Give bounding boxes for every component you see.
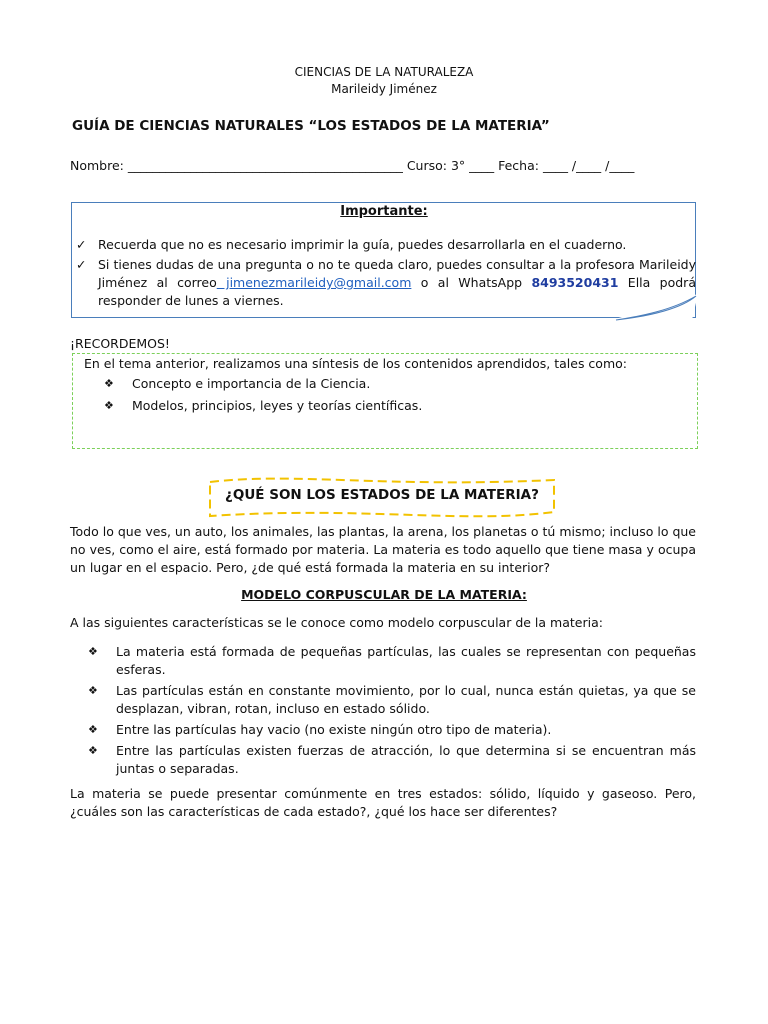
states-paragraph: La materia se puede presentar comúnmente en tres estados: sólido, líquido y gaseoso. Pero, ¿cuáles son las características de cada estado?, ¿qué los hace ser diferentes?: [70, 786, 696, 819]
diamond-bullet-icon: ❖: [104, 377, 114, 390]
diamond-bullet-icon: ❖: [88, 744, 98, 757]
diamond-bullet-icon: ❖: [88, 645, 98, 658]
list-item: ❖ Entre las partículas hay vacio (no existe ningún otro tipo de materia).: [88, 722, 552, 737]
important-item: ✓ Si tienes dudas de una pregunta o no te queda claro, puedes consultar a la profesora Marileidy Jiménez al correo jimenezmarileidy@gmail.com o al WhatsApp 8493520431 Ella podrá responder de lunes a viernes.: [76, 257, 696, 308]
guide-title: GUÍA DE CIENCIAS NATURALES “LOS ESTADOS DE LA MATERIA”: [72, 118, 550, 134]
recordemos-intro: En el tema anterior, realizamos una síntesis de los contenidos aprendidos, tales como:: [84, 356, 627, 371]
diamond-bullet-icon: ❖: [88, 684, 98, 697]
checkmark-icon: ✓: [76, 237, 87, 252]
subject-heading: CIENCIAS DE LA NATURALEZA: [294, 65, 474, 79]
important-item: ✓ Recuerda que no es necesario imprimir la guía, puedes desarrollarla en el cuaderno.: [76, 237, 627, 252]
list-item: ❖ Entre las partículas existen fuerzas de atracción, lo que determina si se encuentran más juntas o separadas.: [88, 743, 696, 776]
intro-paragraph: Todo lo que ves, un auto, los animales, las plantas, la arena, los planetas o tú mismo; incluso lo que no ves, como el aire, está formado por materia. La materia es todo aquello que tiene masa y ocupa un lugar en el espacio. Pero, ¿de qué está formada la materia en su interior?: [70, 524, 696, 575]
diamond-bullet-icon: ❖: [104, 399, 114, 412]
diamond-bullet-icon: ❖: [88, 723, 98, 736]
list-item: ❖ Concepto e importancia de la Ciencia.: [104, 376, 371, 391]
section-subtitle: MODELO CORPUSCULAR DE LA MATERIA:: [241, 587, 527, 602]
section-question: ¿QUÉ SON LOS ESTADOS DE LA MATERIA?: [225, 487, 539, 503]
recordemos-list: [104, 375, 684, 419]
important-list: [76, 236, 696, 312]
checkmark-icon: ✓: [76, 257, 87, 272]
important-title: Importante:: [340, 204, 428, 219]
list-item: ❖ Modelos, principios, leyes y teorías científicas.: [104, 398, 423, 413]
model-intro: A las siguientes características se le conoce como modelo corpuscular de la materia:: [70, 615, 603, 630]
model-list: [88, 643, 696, 781]
whatsapp-number: 8493520431: [531, 275, 619, 290]
list-item: ❖ Las partículas están en constante movimiento, por lo cual, nunca están quietas, ya que se desplazan, vibran, rotan, incluso en estado sólido.: [88, 683, 696, 716]
email-link[interactable]: jimenezmarileidy@gmail.com: [216, 275, 412, 290]
recordemos-heading: ¡RECORDEMOS!: [70, 336, 170, 351]
student-info-fields[interactable]: Nombre: ____________________________________________ Curso: 3° ____ Fecha: ____ /____ /____: [70, 158, 635, 173]
list-item: ❖ La materia está formada de pequeñas partículas, las cuales se representan con pequeñas esferas.: [88, 644, 696, 677]
teacher-name: Marileidy Jiménez: [331, 82, 437, 96]
